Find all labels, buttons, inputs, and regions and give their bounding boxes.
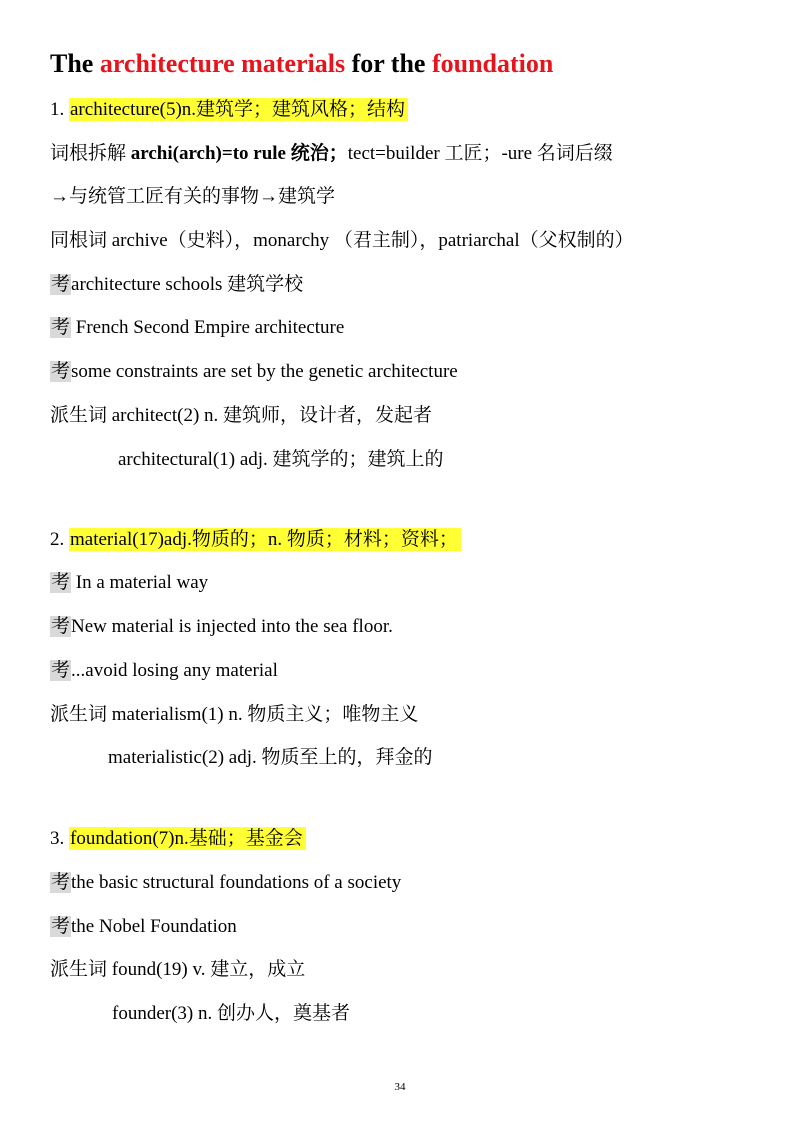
title-part-2: architecture materials (99, 49, 346, 78)
derivative-line: founder(3) n. 创办人，奠基者 (112, 1003, 350, 1024)
derivative-line: 派生词 architect(2) n. 建筑师，设计者，发起者 (50, 405, 433, 426)
example-text: the Nobel Foundation (71, 916, 237, 937)
example-line (50, 613, 393, 641)
entry-headword: material(17)adj.物质的；n. 物质；材料；资料； (69, 528, 461, 551)
example-line (50, 569, 208, 597)
example-text: architecture schools 建筑学校 (71, 274, 304, 295)
derivative-line: 派生词 materialism(1) n. 物质主义；唯物主义 (50, 704, 419, 725)
derivative-line: materialistic(2) adj. 物质至上的，拜金的 (108, 747, 433, 768)
entry-1-etymology (50, 140, 613, 168)
example-line (50, 869, 401, 897)
etymology-root: archi(arch)=to rule 统治； (130, 143, 348, 164)
example-line (50, 271, 303, 299)
kao-marker: 考 (51, 916, 71, 937)
example-text: French Second Empire architecture (75, 317, 345, 338)
entry-headword: foundation(7)n.基础；基金会 (69, 827, 306, 850)
example-line (50, 314, 344, 342)
title-part-3: for the (345, 49, 432, 78)
entry-1-etymology-line-2: →与统管工匠有关的事物→建筑学 (50, 186, 336, 207)
example-line (50, 657, 278, 685)
kao-marker: 考 (51, 317, 71, 338)
kao-marker: 考 (51, 616, 71, 637)
title-part-1: The (50, 49, 100, 78)
entry-1-cognates: 同根词 archive（史料），monarchy （君主制），patriarchal（父权制的） (50, 230, 634, 251)
title-part-4: foundation (431, 49, 554, 78)
kao-marker: 考 (51, 872, 71, 893)
kao-marker: 考 (51, 572, 71, 593)
entry-headword: architecture(5)n.建筑学；建筑风格；结构 (69, 98, 408, 121)
example-line (50, 358, 458, 386)
example-text: In a material way (75, 572, 209, 593)
example-text: ...avoid losing any material (71, 660, 278, 681)
page-number: 34 (394, 1081, 406, 1093)
entry-1-heading (50, 96, 408, 124)
derivative-line: 派生词 found(19) v. 建立，成立 (50, 959, 306, 980)
entry-2-heading (50, 526, 461, 554)
derivative-line: architectural(1) adj. 建筑学的；建筑上的 (118, 449, 444, 470)
entry-number: 1. (50, 99, 69, 120)
entry-number: 2. (50, 529, 69, 550)
entry-3-heading (50, 825, 306, 853)
example-line (50, 913, 237, 941)
entry-number: 3. (50, 828, 69, 849)
example-text: New material is injected into the sea floor. (71, 616, 393, 637)
example-text: some constraints are set by the genetic architecture (71, 361, 458, 382)
page-title (50, 46, 553, 82)
kao-marker: 考 (51, 361, 71, 382)
etymology-prefix: 词根拆解 (50, 143, 131, 164)
example-text: the basic structural foundations of a society (71, 872, 402, 893)
kao-marker: 考 (51, 660, 71, 681)
kao-marker: 考 (51, 274, 71, 295)
etymology-rest: tect=builder 工匠；-ure 名词后缀 (347, 143, 613, 164)
